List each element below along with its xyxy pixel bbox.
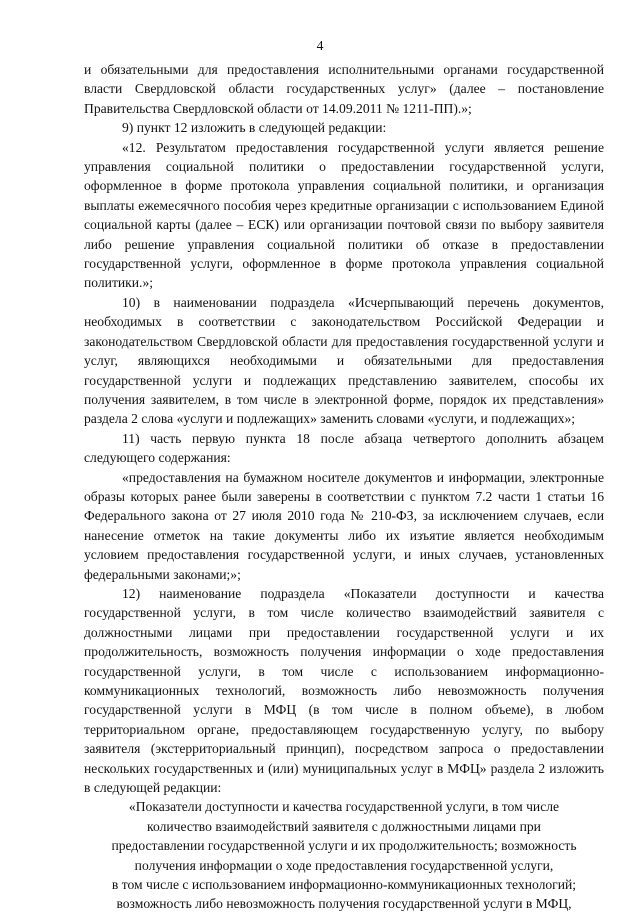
paragraph-continuation: и обязательными для предоставления исполнительными органами государственной власти Свердловской области государственных услуг» (далее – постановление Правительства Свердловской области от 14.09.2011 № 1211-ПП).»; xyxy=(84,62,604,116)
heading-line: «Показатели доступности и качества государственной услуги, в том числе xyxy=(128,799,560,815)
paragraph-item-10: 10) в наименовании подраздела «Исчерпывающий перечень документов, необходимых в соответствии с законодательством Российской Федерации и законодательством Свердловской области для предоставления государственной услуги и услуг, являющихся необходимыми и обязательными для предоставления государственной услуги и подлежащих представлению заявителем, способы их получения заявителем, в том числе в электронной форме, порядок их представления» раздела 2 слова «услуги и подлежащих» заменить словами «услуги, и подлежащих»; xyxy=(84,294,604,427)
paragraph-item-11: 11) часть первую пункта 18 после абзаца четвертого дополнить абзацем следующего содержания: xyxy=(84,430,604,466)
heading-line: возможность либо невозможность получения государственной услуги в МФЦ, xyxy=(116,896,572,912)
paragraph-item-9: 9) пункт 12 изложить в следующей редакции: xyxy=(122,120,387,136)
centered-heading xyxy=(84,797,604,913)
page-number: 4 xyxy=(316,38,324,53)
paragraph-inserted-text: «предоставления на бумажном носителе документов и информации, электронные образы которых ранее были заверены в соответствии с пунктом 7.2 части 1 статьи 16 Федерального закона от 27 июля 2010 года № 210-ФЗ, за исключением случаев, если нанесение отметок на такие документы либо их изъятие является необходимым условием предоставления государственной услуги, и иных случаев, установленных федеральными законами;»; xyxy=(84,469,604,582)
paragraph-item-12-text: «12. Результатом предоставления государственной услуги является решение управления социальной политики о предоставлении государственной услуги, оформленное в форме протокола управления социальной политики, и организация выплаты ежемесячного пособия через кредитные организации с использованием Единой социальной карты (далее – ЕСК) или организации почтовой связи по выбору заявителя либо решение управления социальной политики об отказе в предоставлении государственной услуги, оформленное в форме протокола управления социальной политики.»; xyxy=(84,139,604,291)
document-body xyxy=(84,60,604,914)
heading-line: количество взаимодействий заявителя с должностными лицами при xyxy=(147,818,541,834)
heading-line: получения информации о ходе предоставления государственной услуги, xyxy=(134,857,554,873)
heading-line: предоставлении государственной услуги и их продолжительность; возможность xyxy=(111,838,577,854)
heading-line: в том числе с использованием информационно-коммуникационных технологий; xyxy=(111,877,577,893)
paragraph-item-12: 12) наименование подраздела «Показатели доступности и качества государственной услуги, в том числе количество взаимодействий заявителя с должностными лицами при предоставлении государственной услуги и их продолжительность, возможность получения информации о ходе предоставления государственной услуги, в том числе с использованием информационно-коммуникационных технологий, возможность либо невозможность получения государственной услуги в МФЦ (в том числе в полном объеме), в любом территориальном органе, предоставляющем государственную услугу, по выбору заявителя (экстерриториальный принцип), посредством запроса о предоставлении нескольких государственных и (или) муниципальных услуг в МФЦ» раздела 2 изложить в следующей редакции: xyxy=(84,585,604,796)
